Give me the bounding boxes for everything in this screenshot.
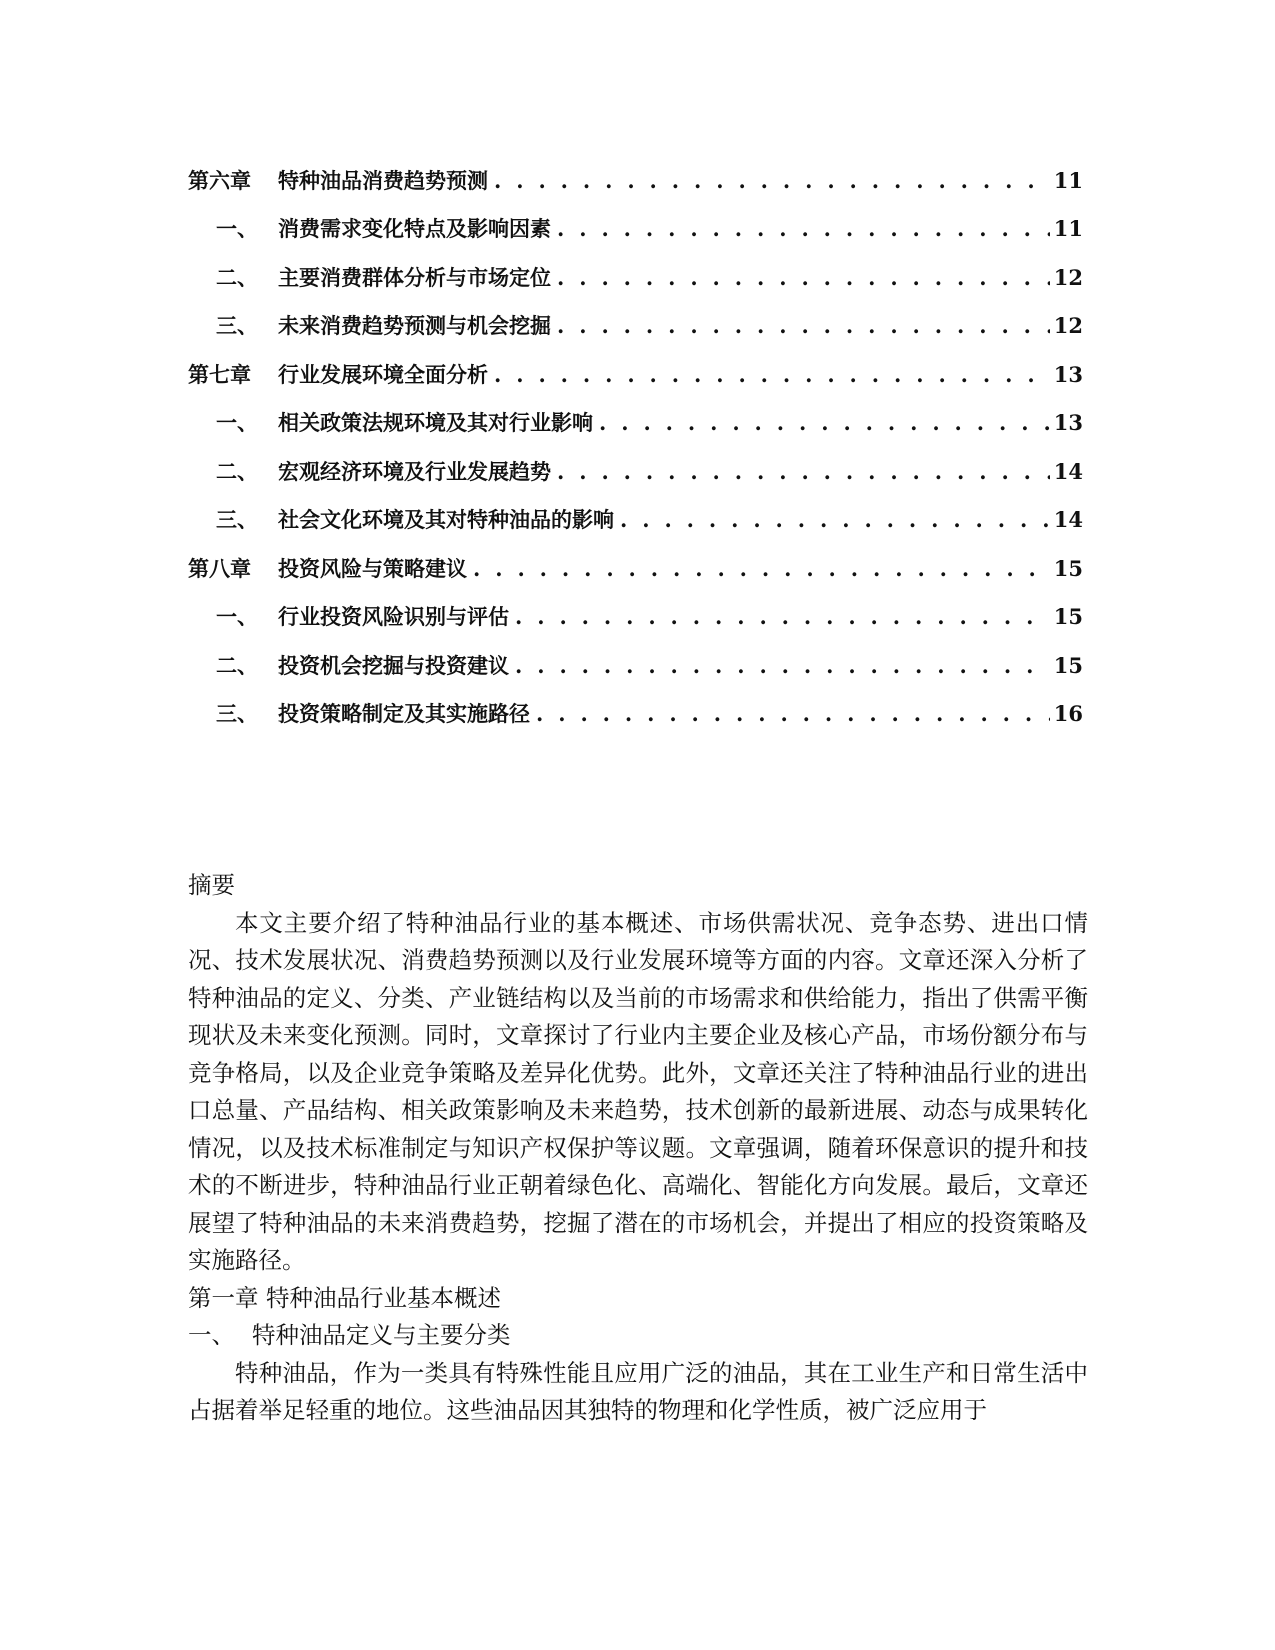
toc-entry-number: 二、 [216, 458, 258, 484]
section-title: 特种油品定义与主要分类 [252, 1321, 511, 1349]
toc-entry-title: 社会文化环境及其对特种油品的影响 [278, 507, 614, 532]
toc-entry-chapter[interactable] [188, 339, 1083, 388]
toc-entry-page: 13 [1053, 361, 1083, 387]
toc-entry-page: 12 [1053, 264, 1083, 290]
toc-entry-page: 13 [1053, 410, 1083, 435]
toc-entry-title: 行业投资风险识别与评估 [278, 604, 509, 629]
toc-entry-section[interactable] [188, 485, 1083, 534]
toc-dot-leader [536, 701, 1050, 727]
toc-entry-title: 行业发展环境全面分析 [278, 361, 488, 387]
section-heading [188, 1317, 1088, 1355]
toc-entry-title: 主要消费群体分析与市场定位 [278, 264, 551, 290]
toc-entry-page: 11 [1053, 216, 1083, 241]
toc-entry-section[interactable] [188, 582, 1083, 631]
toc-entry-number: 三、 [216, 313, 258, 338]
abstract-paragraph: 本文主要介绍了特种油品行业的基本概述、市场供需状况、竞争态势、进出口情况、技术发展状况、消费趋势预测以及行业发展环境等方面的内容。文章还深入分析了特种油品的定义、分类、产业链结构以及当前的市场需求和供给能力，指出了供需平衡现状及未来变化预测。同时，文章探讨了行业内主要企业及核心产品，市场份额分布与竞争格局，以及企业竞争策略及差异化优势。此外，文章还关注了特种油品行业的进出口总量、产品结构、相关政策影响及未来趋势，技术创新的最新进展、动态与成果转化情况，以及技术标准制定与知识产权保护等议题。文章强调，随着环保意识的提升和技术的不断进步，特种油品行业正朝着绿色化、高端化、智能化方向发展。最后，文章还展望了特种油品的未来消费趋势，挖掘了潜在的市场机会，并提出了相应的投资策略及实施路径。 [188, 908, 1088, 1274]
toc-entry-page: 14 [1053, 507, 1083, 532]
toc-entry-page: 12 [1053, 313, 1083, 338]
toc-entry-title: 宏观经济环境及行业发展趋势 [278, 458, 551, 484]
body-paragraph: 特种油品，作为一类具有特殊性能且应用广泛的油品，其在工业生产和日常生活中占据着举足轻重的地位。这些油品因其独特的物理和化学性质，被广泛应用于 [188, 1358, 1088, 1424]
toc-dot-leader [494, 362, 1050, 388]
toc-entry-number: 二、 [216, 652, 258, 678]
toc-dot-leader [473, 556, 1050, 582]
abstract-heading: 摘要 [188, 871, 235, 899]
toc-entry-section[interactable] [188, 242, 1083, 291]
toc-dot-leader [557, 459, 1050, 485]
toc-entry-title: 投资策略制定及其实施路径 [278, 701, 530, 726]
toc-dot-leader [557, 265, 1050, 291]
toc-dot-leader [620, 507, 1050, 533]
toc-entry-number: 三、 [216, 701, 258, 726]
toc-dot-leader [494, 168, 1050, 194]
toc-entry-number: 一、 [216, 410, 258, 435]
toc-entry-chapter[interactable] [188, 145, 1083, 194]
toc-entry-title: 投资风险与策略建议 [278, 555, 467, 581]
toc-entry-chapter[interactable] [188, 533, 1083, 582]
toc-entry-number: 第八章 [188, 555, 251, 581]
toc-entry-number: 二、 [216, 264, 258, 290]
toc-entry-number: 三、 [216, 507, 258, 532]
toc-entry-page: 16 [1053, 701, 1083, 726]
toc-entry-title: 未来消费趋势预测与机会挖掘 [278, 313, 551, 338]
section-number: 一、 [188, 1321, 235, 1349]
toc-entry-section[interactable] [188, 388, 1083, 437]
toc-entry-section[interactable] [188, 291, 1083, 340]
toc-dot-leader [557, 313, 1050, 339]
toc-entry-page: 15 [1053, 555, 1083, 581]
chapter-title: 第一章 特种油品行业基本概述 [188, 1283, 501, 1312]
toc-entry-section[interactable] [188, 436, 1083, 485]
toc-entry-page: 15 [1053, 604, 1083, 629]
toc-entry-number: 第六章 [188, 167, 251, 193]
toc-entry-title: 消费需求变化特点及影响因素 [278, 216, 551, 241]
toc-dot-leader [515, 604, 1050, 630]
toc-entry-section[interactable] [188, 679, 1083, 728]
toc-entry-number: 一、 [216, 216, 258, 241]
toc-dot-leader [557, 216, 1050, 242]
toc-entry-page: 14 [1053, 458, 1083, 484]
document-body [188, 867, 1088, 1430]
toc-dot-leader [599, 410, 1050, 436]
table-of-contents [188, 145, 1083, 727]
toc-entry-number: 一、 [216, 604, 258, 629]
toc-entry-section[interactable] [188, 194, 1083, 243]
toc-entry-title: 投资机会挖掘与投资建议 [278, 652, 509, 678]
toc-entry-number: 第七章 [188, 361, 251, 387]
toc-entry-page: 11 [1053, 167, 1083, 193]
toc-dot-leader [515, 653, 1050, 679]
toc-entry-title: 特种油品消费趋势预测 [278, 167, 488, 193]
toc-entry-title: 相关政策法规环境及其对行业影响 [278, 410, 593, 435]
toc-entry-section[interactable] [188, 630, 1083, 679]
toc-entry-page: 15 [1053, 652, 1083, 678]
